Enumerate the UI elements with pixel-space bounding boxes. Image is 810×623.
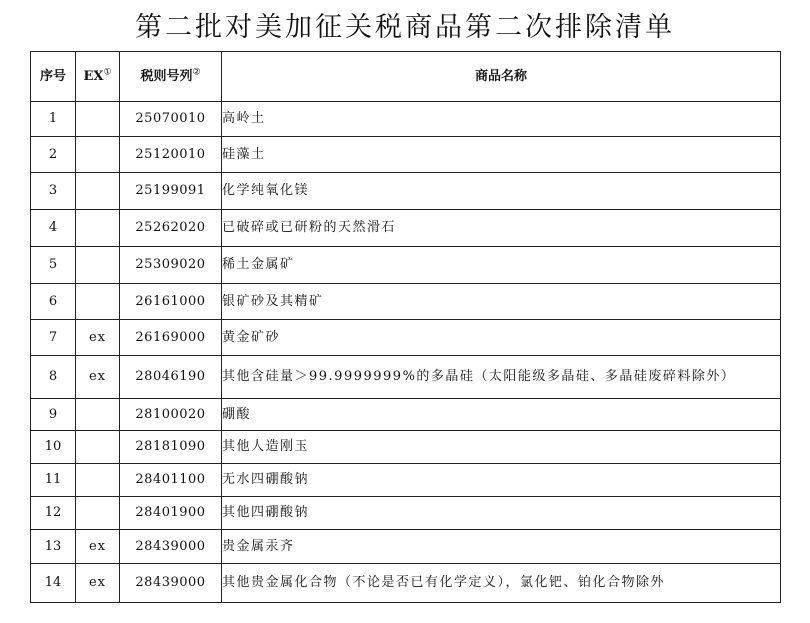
row-index-cell: 3 bbox=[31, 173, 76, 210]
row-tariff-code-cell: 28401100 bbox=[120, 464, 222, 497]
table-row bbox=[31, 564, 781, 603]
row-tariff-code-cell: 28100020 bbox=[120, 399, 222, 431]
column-header-index bbox=[31, 52, 76, 102]
row-ex-cell bbox=[76, 137, 120, 173]
column-header-ex-label: EX bbox=[83, 68, 104, 84]
row-product-name-cell: 硅藻土 bbox=[222, 137, 781, 173]
row-index-cell: 14 bbox=[31, 564, 76, 603]
table-row bbox=[31, 464, 781, 497]
column-header-tariff-code-label: 税则号列 bbox=[140, 68, 193, 84]
column-header-product-name bbox=[222, 52, 781, 102]
column-header-tariff-code bbox=[120, 52, 222, 102]
table-row bbox=[31, 210, 781, 247]
table-row bbox=[31, 173, 781, 210]
row-tariff-code-cell: 26169000 bbox=[120, 320, 222, 356]
table-row bbox=[31, 431, 781, 464]
row-index-cell: 2 bbox=[31, 137, 76, 173]
table-row bbox=[31, 356, 781, 399]
table-row bbox=[31, 102, 781, 137]
page-title: 第二批对美加征关税商品第二次排除清单 bbox=[135, 12, 675, 43]
row-product-name-cell: 硼酸 bbox=[222, 399, 781, 431]
table-row bbox=[31, 497, 781, 530]
table-header-row bbox=[31, 52, 781, 102]
row-product-name-cell: 稀土金属矿 bbox=[222, 247, 781, 284]
footnote-marker-1: ① bbox=[103, 67, 112, 78]
row-ex-cell bbox=[76, 497, 120, 530]
row-tariff-code-cell: 25199091 bbox=[120, 173, 222, 210]
row-product-name-cell: 高岭土 bbox=[222, 102, 781, 137]
row-tariff-code-cell: 28046190 bbox=[120, 356, 222, 399]
row-ex-cell: ex bbox=[76, 564, 120, 603]
row-ex-cell bbox=[76, 247, 120, 284]
row-product-name-cell: 无水四硼酸钠 bbox=[222, 464, 781, 497]
row-ex-cell bbox=[76, 102, 120, 137]
row-tariff-code-cell: 26161000 bbox=[120, 284, 222, 320]
row-index-cell: 1 bbox=[31, 102, 76, 137]
table-row bbox=[31, 137, 781, 173]
row-ex-cell bbox=[76, 210, 120, 247]
row-product-name-cell: 其他含硅量＞99.9999999%的多晶硅（太阳能级多晶硅、多晶硅废碎料除外） bbox=[222, 356, 781, 399]
table-row bbox=[31, 399, 781, 431]
row-index-cell: 7 bbox=[31, 320, 76, 356]
column-header-product-name-label: 商品名称 bbox=[474, 68, 527, 84]
row-tariff-code-cell: 28439000 bbox=[120, 530, 222, 564]
row-tariff-code-cell: 25262020 bbox=[120, 210, 222, 247]
row-ex-cell: ex bbox=[76, 356, 120, 399]
row-index-cell: 9 bbox=[31, 399, 76, 431]
row-ex-cell bbox=[76, 464, 120, 497]
table-row bbox=[31, 284, 781, 320]
row-tariff-code-cell: 28181090 bbox=[120, 431, 222, 464]
row-product-name-cell: 化学纯氧化镁 bbox=[222, 173, 781, 210]
row-product-name-cell: 已破碎或已研粉的天然滑石 bbox=[222, 210, 781, 247]
row-tariff-code-cell: 25070010 bbox=[120, 102, 222, 137]
row-index-cell: 4 bbox=[31, 210, 76, 247]
row-ex-cell bbox=[76, 173, 120, 210]
row-product-name-cell: 贵金属汞齐 bbox=[222, 530, 781, 564]
row-index-cell: 8 bbox=[31, 356, 76, 399]
table-row bbox=[31, 320, 781, 356]
row-ex-cell: ex bbox=[76, 320, 120, 356]
row-index-cell: 6 bbox=[31, 284, 76, 320]
table-row bbox=[31, 247, 781, 284]
column-header-index-label: 序号 bbox=[39, 68, 66, 84]
row-ex-cell: ex bbox=[76, 530, 120, 564]
row-ex-cell bbox=[76, 284, 120, 320]
row-product-name-cell: 银矿砂及其精矿 bbox=[222, 284, 781, 320]
row-index-cell: 11 bbox=[31, 464, 76, 497]
row-product-name-cell: 黄金矿砂 bbox=[222, 320, 781, 356]
footnote-marker-2: ② bbox=[192, 67, 201, 78]
column-header-ex bbox=[76, 52, 120, 102]
row-tariff-code-cell: 25309020 bbox=[120, 247, 222, 284]
row-index-cell: 10 bbox=[31, 431, 76, 464]
row-index-cell: 5 bbox=[31, 247, 76, 284]
row-tariff-code-cell: 25120010 bbox=[120, 137, 222, 173]
row-ex-cell bbox=[76, 399, 120, 431]
row-index-cell: 12 bbox=[31, 497, 76, 530]
exclusion-list-table bbox=[30, 51, 781, 603]
row-product-name-cell: 其他人造刚玉 bbox=[222, 431, 781, 464]
row-product-name-cell: 其他贵金属化合物（不论是否已有化学定义），氯化钯、铂化合物除外 bbox=[222, 564, 781, 603]
row-tariff-code-cell: 28401900 bbox=[120, 497, 222, 530]
row-index-cell: 13 bbox=[31, 530, 76, 564]
row-tariff-code-cell: 28439000 bbox=[120, 564, 222, 603]
table-row bbox=[31, 530, 781, 564]
row-product-name-cell: 其他四硼酸钠 bbox=[222, 497, 781, 530]
row-ex-cell bbox=[76, 431, 120, 464]
